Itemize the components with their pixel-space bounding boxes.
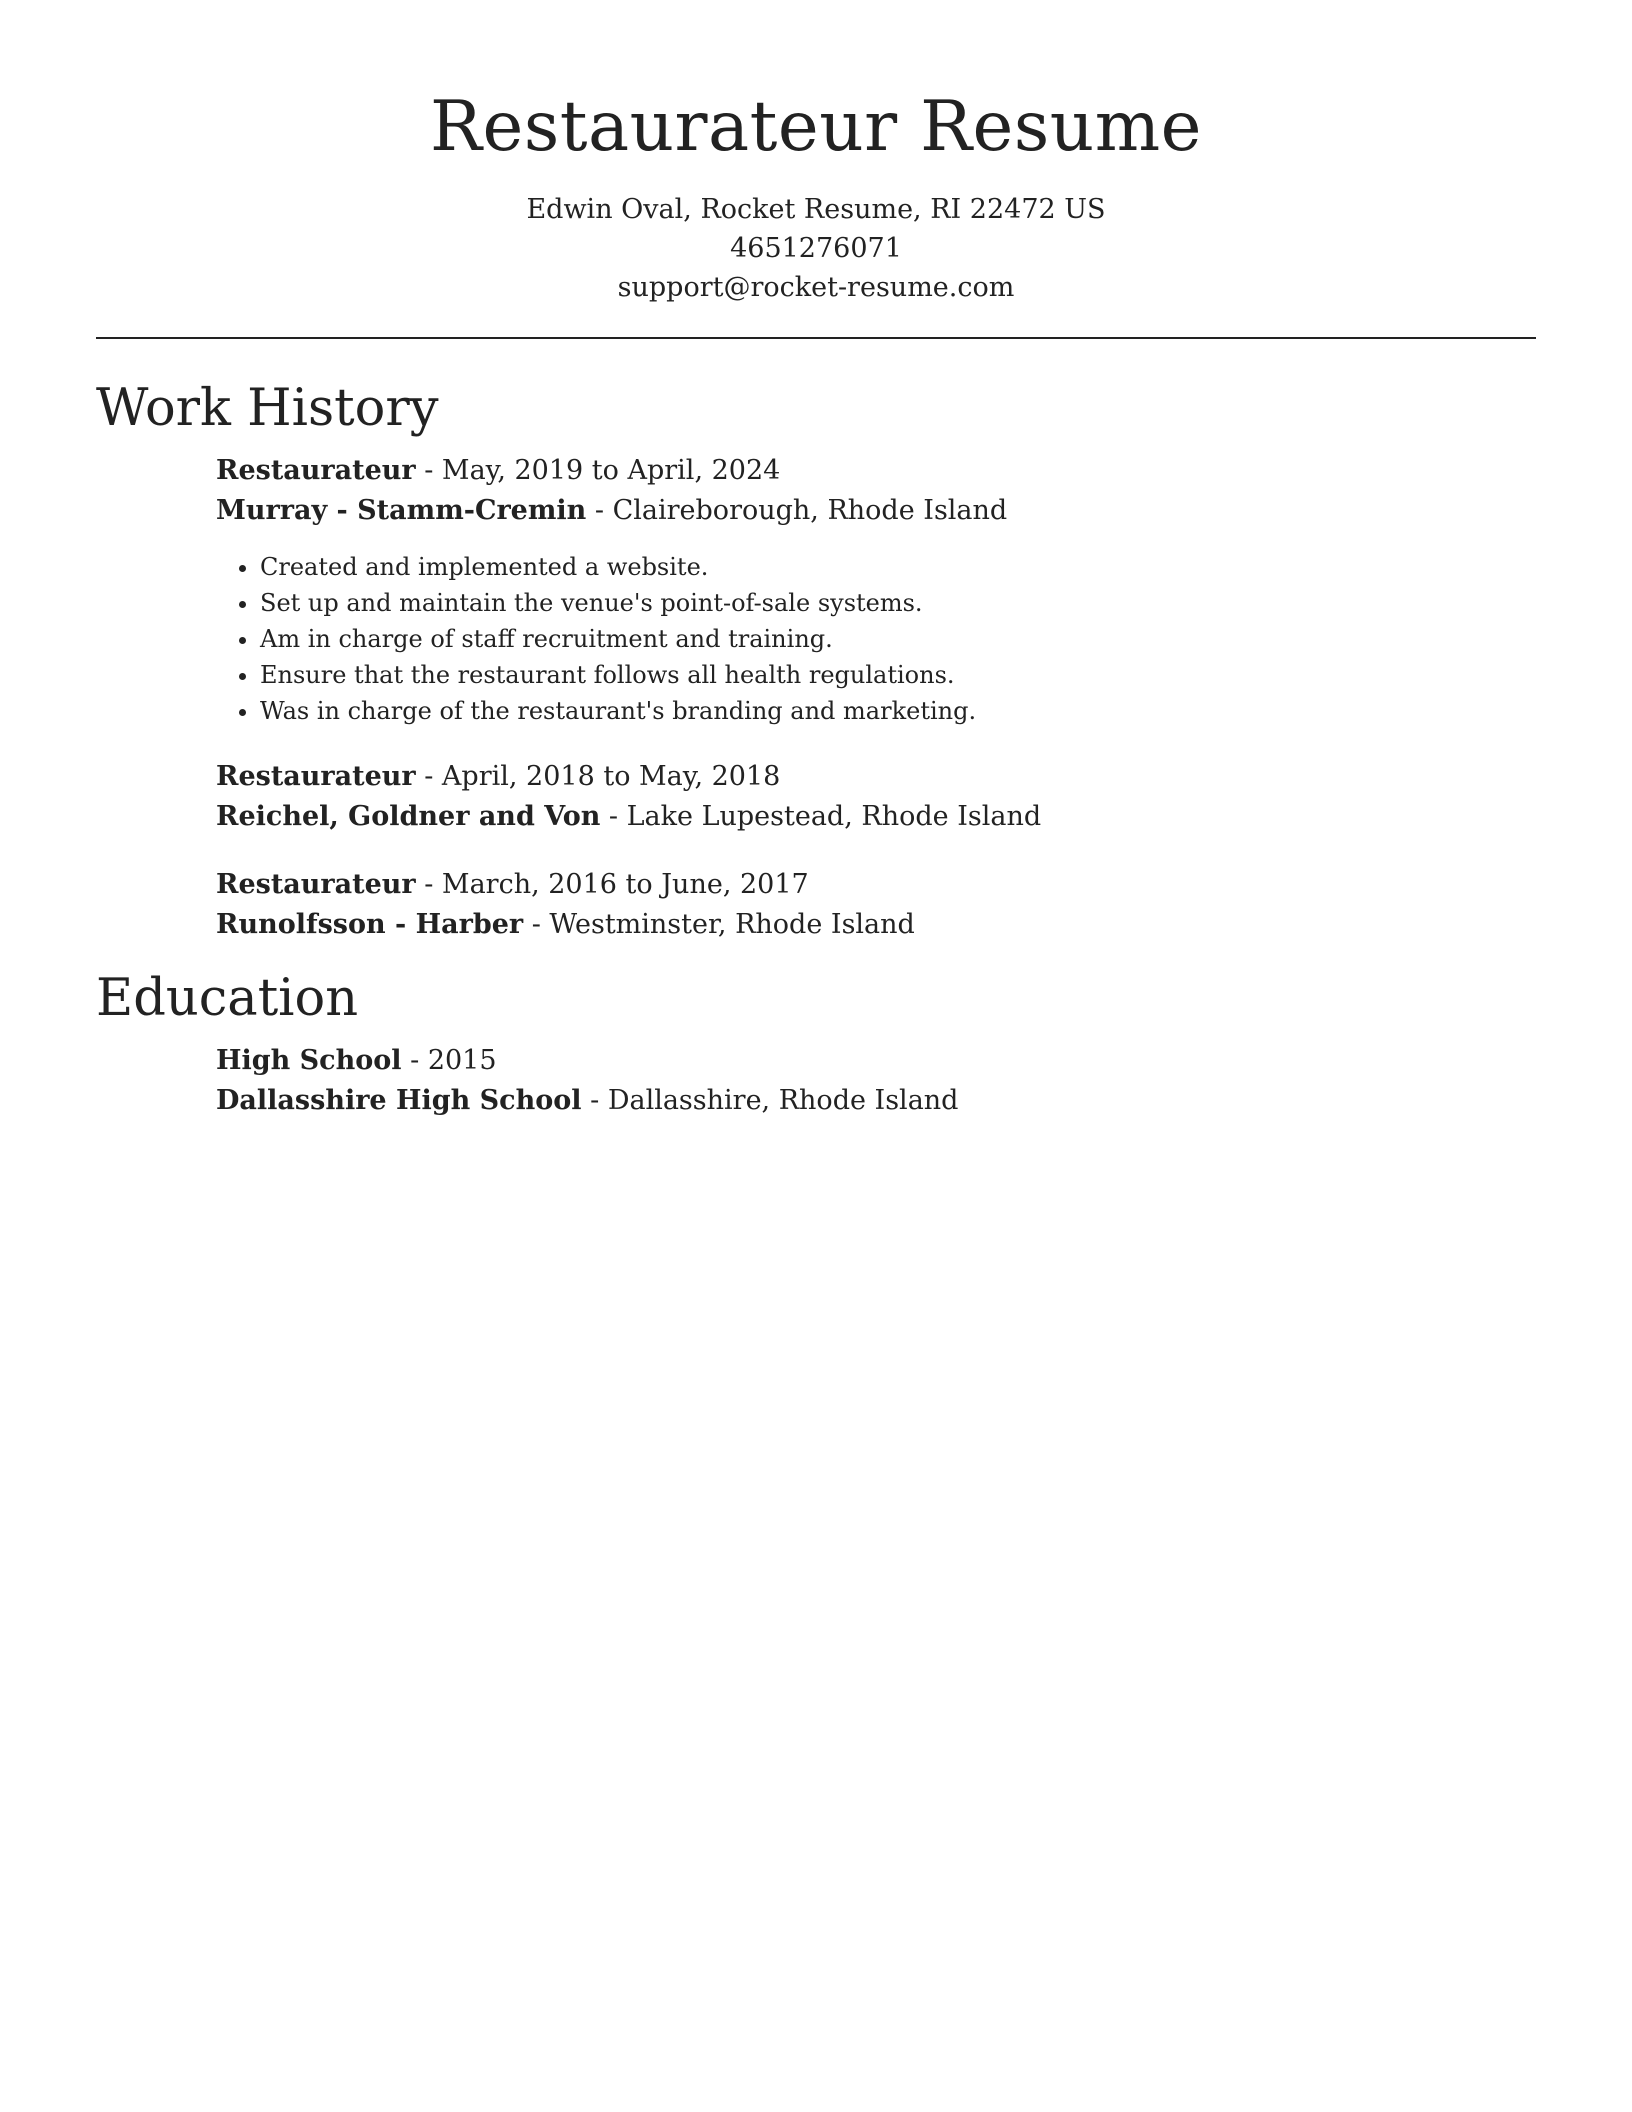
contact-address: Edwin Oval, Rocket Resume, RI 22472 US xyxy=(526,194,1106,225)
job-title-line xyxy=(216,865,1536,905)
contact-phone: 4651276071 xyxy=(730,233,902,264)
job-employer: Runolfsson - Harber xyxy=(216,909,524,940)
job-entry xyxy=(216,757,1536,837)
contact-block xyxy=(96,190,1536,307)
job-title-line xyxy=(216,451,1536,491)
contact-email: support@rocket-resume.com xyxy=(617,272,1015,303)
job-location: - Claireborough, Rhode Island xyxy=(586,495,1008,526)
job-duties-list xyxy=(216,549,1536,729)
job-entry xyxy=(216,451,1536,729)
resume-header xyxy=(96,0,1536,307)
job-duty: • Created and implemented a website. xyxy=(260,549,1536,585)
job-entry xyxy=(216,865,1536,945)
work-history-heading: Work History xyxy=(96,379,439,438)
job-duty: • Ensure that the restaurant follows all health regulations. xyxy=(260,657,1536,693)
job-role: Restaurateur xyxy=(216,869,416,900)
header-divider xyxy=(96,337,1536,339)
education-location: - Dallasshire, Rhode Island xyxy=(581,1085,959,1116)
job-duty: • Was in charge of the restaurant's branding and marketing. xyxy=(260,693,1536,729)
job-employer-line xyxy=(216,905,1536,945)
job-employer: Murray - Stamm-Cremin xyxy=(216,495,587,526)
job-dates: - March, 2016 to June, 2017 xyxy=(415,869,809,900)
education-entry xyxy=(216,1041,1536,1121)
education-year: - 2015 xyxy=(401,1045,497,1076)
education-degree-line xyxy=(216,1041,1536,1081)
resume-page xyxy=(96,0,1536,1121)
education-degree: High School xyxy=(216,1045,402,1076)
job-title-line xyxy=(216,757,1536,797)
resume-title: Restaurateur Resume xyxy=(430,87,1202,167)
job-employer-line xyxy=(216,797,1536,837)
work-history-section xyxy=(96,377,1536,945)
education-section xyxy=(96,967,1536,1121)
job-location: - Lake Lupestead, Rhode Island xyxy=(600,801,1042,832)
job-location: - Westminster, Rhode Island xyxy=(523,909,915,940)
job-dates: - April, 2018 to May, 2018 xyxy=(415,761,781,792)
education-school-line xyxy=(216,1081,1536,1121)
job-duty: • Am in charge of staff recruitment and training. xyxy=(260,621,1536,657)
job-role: Restaurateur xyxy=(216,455,416,486)
job-employer-line xyxy=(216,491,1536,531)
job-dates: - May, 2019 to April, 2024 xyxy=(415,455,781,486)
education-school: Dallasshire High School xyxy=(216,1085,582,1116)
job-duty: • Set up and maintain the venue's point-of-sale systems. xyxy=(260,585,1536,621)
job-employer: Reichel, Goldner and Von xyxy=(216,801,601,832)
job-role: Restaurateur xyxy=(216,761,416,792)
education-heading: Education xyxy=(96,969,359,1028)
